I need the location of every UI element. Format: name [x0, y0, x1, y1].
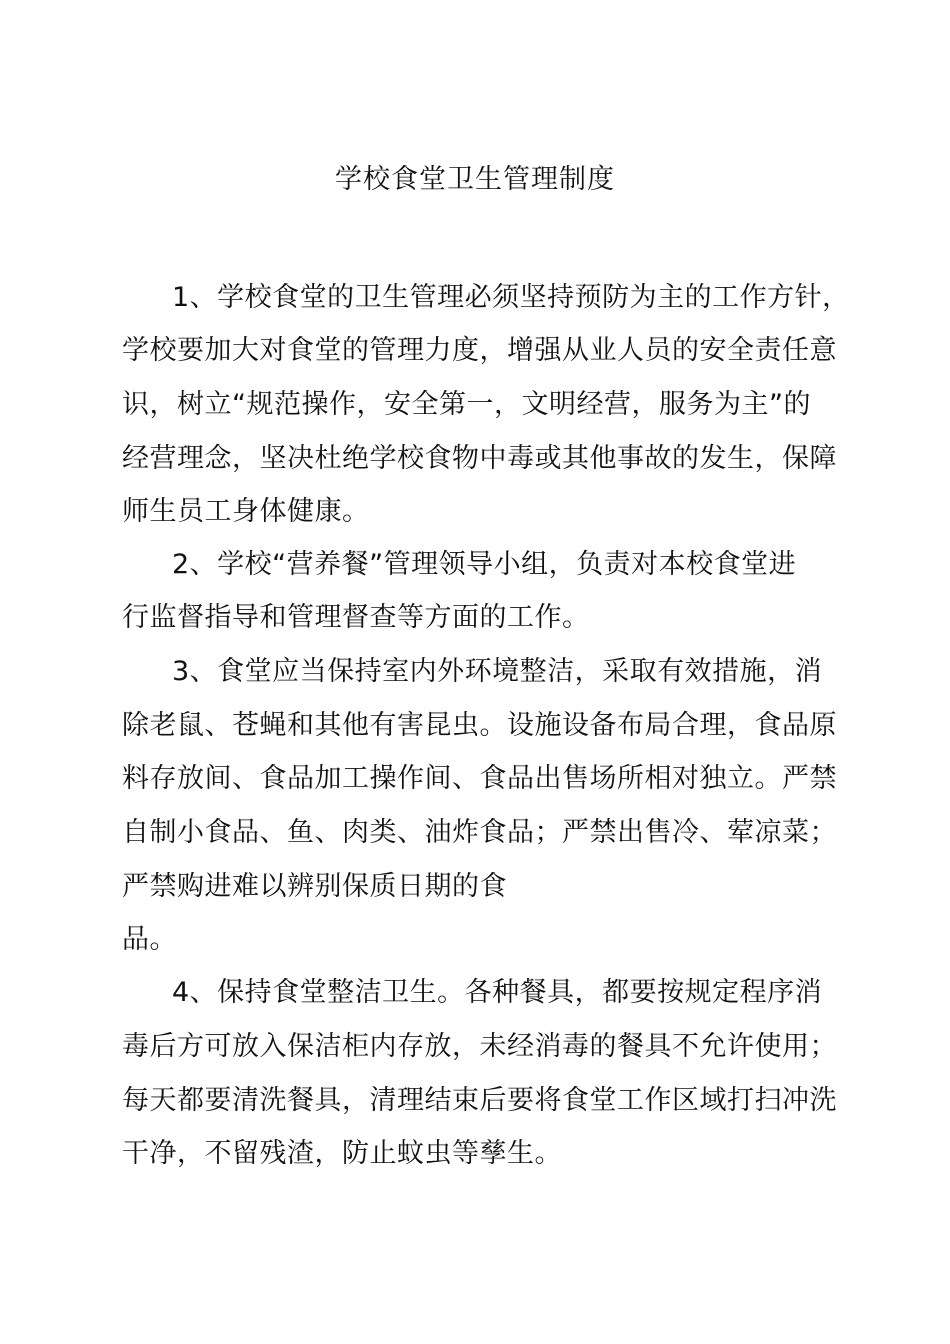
- paragraph-line: 师生员工身体健康。: [122, 496, 370, 527]
- paragraph-line: 3、食堂应当保持室内外环境整洁，采取有效措施，消: [172, 656, 823, 687]
- paragraph-line: 除老鼠、苍蝇和其他有害昆虫。设施设备布局合理，食品原: [122, 710, 837, 741]
- paragraph-line: 行监督指导和管理督查等方面的工作。: [122, 602, 590, 633]
- paragraph-line: 识，树立“规范操作，安全第一，文明经营，服务为主”的: [122, 389, 811, 420]
- paragraph-line: 品。: [122, 924, 177, 955]
- paragraph-line: 1、学校食堂的卫生管理必须坚持预防为主的工作方针，: [172, 282, 850, 313]
- paragraph-line: 学校要加大对食堂的管理力度，增强从业人员的安全责任意: [122, 335, 837, 366]
- paragraph-line: 料存放间、食品加工操作间、食品出售场所相对独立。严禁: [122, 763, 837, 794]
- paragraph-line: 毒后方可放入保洁柜内存放，未经消毒的餐具不允许使用；: [122, 1031, 837, 1062]
- document-title: 学校食堂卫生管理制度: [335, 164, 615, 195]
- paragraph-line: 严禁购进难以辨别保质日期的食: [122, 871, 507, 902]
- paragraph-line: 经营理念，坚决杜绝学校食物中毒或其他事故的发生，保障: [122, 443, 837, 474]
- paragraph-line: 干净，不留残渣，防止蚊虫等孳生。: [122, 1138, 562, 1169]
- paragraph-line: 自制小食品、鱼、肉类、油炸食品；严禁出售冷、荤凉菜；: [122, 817, 837, 848]
- paragraph-line: 2、学校“营养餐”管理领导小组，负责对本校食堂进: [172, 549, 797, 580]
- paragraph-line: 每天都要清洗餐具，清理结束后要将食堂工作区域打扫冲洗: [122, 1085, 837, 1116]
- paragraph-line: 4、保持食堂整洁卫生。各种餐具，都要按规定程序消: [172, 977, 823, 1008]
